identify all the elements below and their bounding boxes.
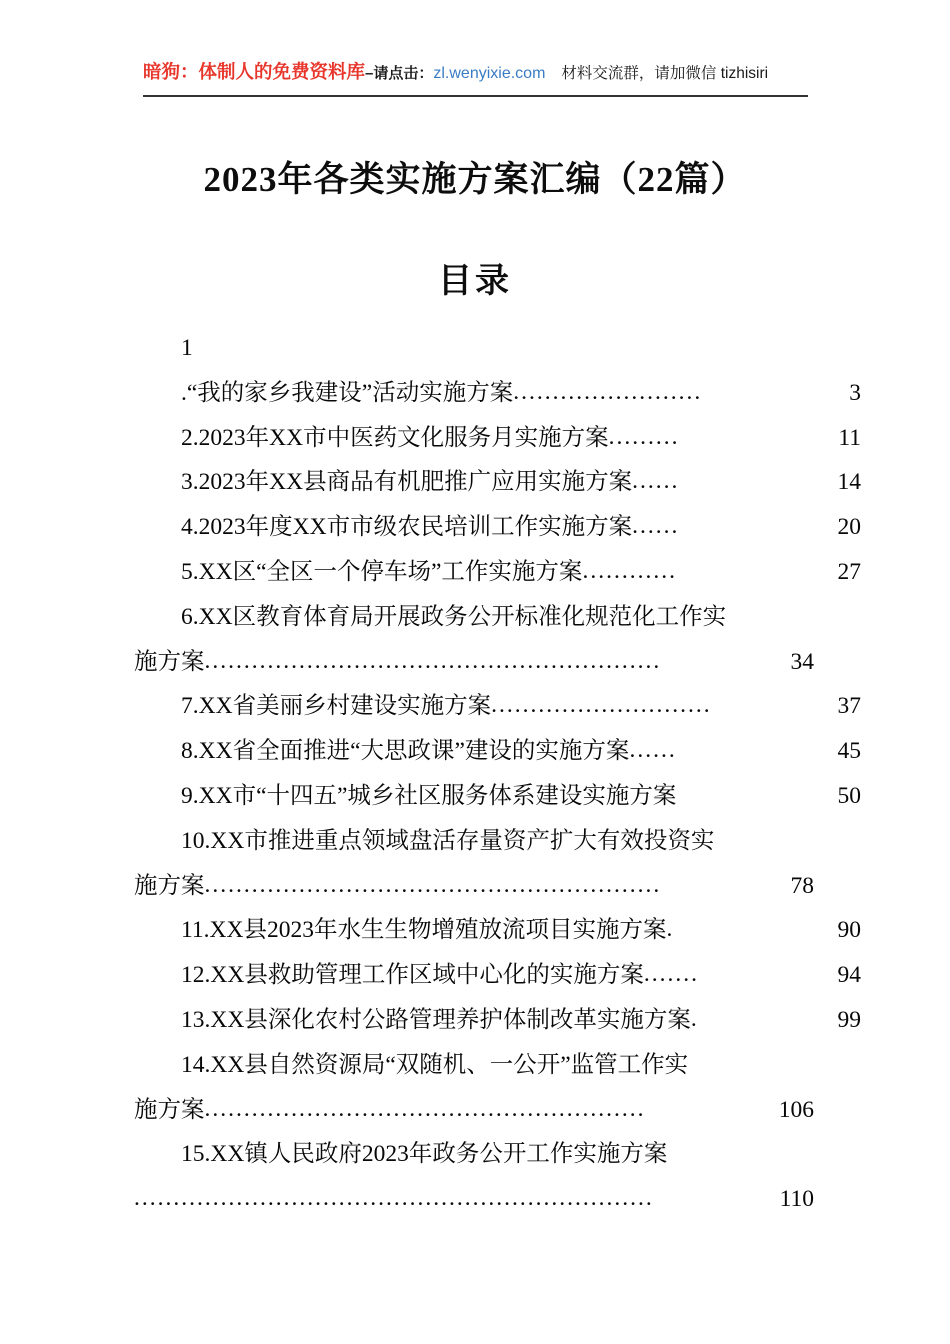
toc-entry-leader-row — [134, 460, 861, 505]
toc-entry[interactable] — [134, 998, 861, 1043]
toc-entry-leader-row — [134, 729, 861, 774]
toc-entry-dot-leader: .......................................................... — [204, 649, 662, 674]
toc-entry-title: 施方案 — [134, 1096, 205, 1123]
toc-entry-leader-row — [134, 998, 861, 1043]
toc-heading: 目录 — [438, 263, 512, 300]
toc-entry[interactable] — [134, 953, 861, 998]
toc-entry[interactable] — [134, 684, 861, 729]
toc-entry[interactable] — [134, 729, 861, 774]
toc-entry-leader-row — [134, 684, 861, 729]
toc-entry-leader-row — [134, 908, 861, 953]
toc-list — [134, 326, 861, 1222]
header-brand-text: 暗狗：体制人的免费资料库 — [143, 61, 366, 82]
toc-entry-page-number: 20 — [837, 514, 861, 541]
header-website-link[interactable]: zl.wenyixie.com — [433, 65, 546, 82]
header-prompt-text: –请点击： — [365, 65, 434, 82]
page-header-banner — [143, 57, 808, 97]
toc-entry-title: 13.XX县深化农村公路管理养护体制改革实施方案 — [181, 1006, 691, 1033]
toc-entry-page-number: 94 — [837, 962, 861, 989]
toc-entry-dot-leader: ........................ — [513, 380, 703, 405]
toc-entry[interactable] — [134, 326, 861, 416]
toc-entry-dot-leader: . — [690, 1007, 699, 1032]
toc-entry-page-number: 78 — [790, 872, 814, 899]
toc-entry-dot-leader: .................................................................. — [134, 1187, 654, 1211]
toc-entry[interactable] — [134, 460, 861, 505]
toc-entry-title: 2.2023年XX市中医药文化服务月实施方案 — [181, 424, 609, 451]
toc-entry-leader-row — [134, 1177, 814, 1222]
header-wechat-text: 材料交流群，请加微信 tizhisiri — [561, 65, 769, 82]
toc-entry-title: 4.2023年度XX市市级农民培训工作实施方案 — [181, 514, 633, 541]
toc-entry-dot-leader: ............ — [582, 559, 677, 584]
toc-entry-leader-row — [134, 774, 861, 819]
toc-entry-dot-leader: ...... — [632, 470, 680, 494]
toc-entry[interactable] — [134, 908, 861, 953]
toc-entry-line-1: 14.XX县自然资源局“双随机、一公开”监管工作实 — [181, 1051, 689, 1078]
toc-entry-line-1: 15.XX镇人民政府2023年政务公开工作实施方案 — [181, 1141, 668, 1168]
toc-entry-title: 8.XX省全面推进“大思政课”建设的实施方案 — [181, 738, 630, 765]
toc-entry-leader-row — [134, 416, 861, 461]
toc-entry-leader-row — [134, 505, 861, 550]
toc-entry[interactable] — [134, 416, 861, 461]
toc-entry[interactable] — [134, 774, 861, 819]
toc-entry-title: 3.2023年XX县商品有机肥推广应用实施方案 — [181, 469, 633, 496]
toc-entry-title: 施方案 — [134, 648, 205, 675]
toc-entry-title: 11.XX县2023年水生生物增殖放流项目实施方案 — [181, 917, 667, 944]
toc-entry-page-number: 11 — [838, 424, 861, 451]
toc-entry-page-number: 50 — [837, 782, 861, 809]
toc-entry[interactable] — [134, 550, 861, 595]
toc-entry-dot-leader: ....... — [643, 963, 699, 987]
toc-entry-page-number: 99 — [837, 1006, 861, 1033]
toc-entry-page-number: 45 — [837, 738, 861, 765]
toc-entry-line-1: 10.XX市推进重点领域盘活存量资产扩大有效投资实 — [181, 827, 715, 854]
toc-entry[interactable] — [134, 819, 814, 909]
toc-entry-dot-leader: ...... — [632, 515, 680, 539]
page-title: 2023年各类实施方案汇编（22篇） — [203, 160, 747, 199]
toc-entry-page-number: 106 — [778, 1096, 814, 1123]
toc-entry-dot-leader: ...... — [629, 739, 677, 763]
toc-entry-leader-row — [134, 1088, 814, 1133]
toc-entry-page-number: 34 — [790, 648, 814, 675]
toc-entry-page-number: 14 — [837, 469, 861, 496]
toc-entry-title: .“我的家乡我建设”活动实施方案 — [181, 379, 514, 406]
toc-entry-number: 1 — [181, 335, 193, 361]
toc-entry[interactable] — [134, 505, 861, 550]
toc-entry-dot-leader: . — [666, 918, 675, 942]
toc-entry-page-number: 90 — [837, 917, 861, 944]
toc-entry-dot-leader: ........................................................ — [204, 1097, 646, 1122]
toc-entry-page-number: 27 — [837, 558, 861, 585]
toc-entry-title: 9.XX市“十四五”城乡社区服务体系建设实施方案 — [181, 782, 677, 809]
toc-entry-dot-leader: .......................................................... — [204, 873, 662, 898]
toc-entry-dot-leader: ............................ — [491, 694, 712, 718]
toc-entry-page-number: 37 — [837, 693, 861, 720]
toc-entry[interactable] — [134, 1043, 814, 1133]
toc-entry-leader-row — [134, 640, 814, 685]
toc-entry-leader-row — [134, 550, 861, 595]
toc-entry-title: 12.XX县救助管理工作区域中心化的实施方案 — [181, 962, 644, 989]
toc-entry-leader-row — [134, 953, 861, 998]
toc-entry-title: 7.XX省美丽乡村建设实施方案 — [181, 693, 492, 720]
toc-entry-title: 5.XX区“全区一个停车场”工作实施方案 — [181, 558, 583, 585]
toc-entry-title: 施方案 — [134, 872, 205, 899]
toc-entry[interactable] — [134, 1132, 814, 1222]
toc-entry[interactable] — [134, 595, 814, 685]
toc-entry-line-1: 6.XX区教育体育局开展政务公开标准化规范化工作实 — [181, 603, 727, 630]
toc-entry-leader-row — [134, 371, 861, 416]
toc-entry-dot-leader: ......... — [608, 425, 680, 450]
toc-entry-page-number: 3 — [849, 379, 861, 406]
toc-entry-leader-row — [134, 864, 814, 909]
toc-entry-page-number: 110 — [779, 1186, 814, 1213]
